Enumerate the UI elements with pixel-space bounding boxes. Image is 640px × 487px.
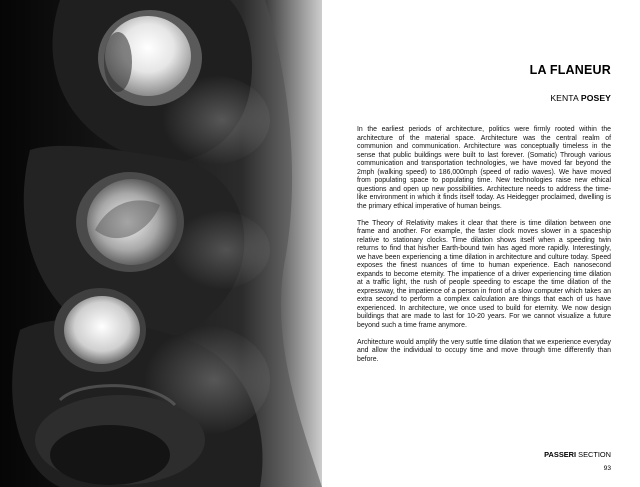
article-title: LA FLANEUR <box>529 63 611 77</box>
author-last-name: POSEY <box>580 93 611 103</box>
section-name-bold: PASSERI <box>544 450 577 459</box>
section-label <box>544 450 611 459</box>
paragraph: The Theory of Relativity makes it clear that there is time dilation between one frame and another. For example, the faster clock moves slower in a spaceship relative to stationary clocks. Time dilation shows itself when a speeding twin returns to find that his/her Earth-bound twin has aged more rapidly. Interestingly, we have been experiencing a time dilation in architecture and culture today. Speed exposes the finest nuances of time to human experience. Each nanosecond expands to become eternity. The impatience of a driver experiencing time dilation at a traffic light, the rush of people speeding to escape the time dilation of the expressway, the impatience of a person in front of a slow computer which takes an extra second to perform a complex calculation are things that each of us have experienced. In architecture, we once used to build for eternity. We now design buildings that are made to last for 10-20 years. For we cannot visualize a future beyond such a time frame anymore. <box>357 219 611 329</box>
section-name: SECTION <box>578 450 611 459</box>
author-first-name: KENTA <box>550 93 579 103</box>
article-body <box>357 126 611 373</box>
paragraph: Architecture would amplify the very suttle time dilation that we experience everyday and allow the individual to occupy time and move through time differently than before. <box>357 338 611 363</box>
paragraph: In the earliest periods of architecture, politics were firmly rooted within the architecture of the material space. Architecture was the central realm of communion and communication. Architecture was conceptually timeless in the sense that public buildings were built to last forever. (Somatic) Through various communication and transportation technologies, we have moved far beyond the 2mph (walking speed) to 186,000mph (speed of radio waves). We have moved from populating space to populating time. New technologies raise new ethical questions and open up new possibilities. Architecture needs to address the time-like environment in which it finds itself today. As Heidegger proclaimed, dwelling is the primary ethical imperative of human beings. <box>357 126 611 210</box>
author-byline <box>550 93 611 103</box>
page-number: 93 <box>603 465 611 472</box>
